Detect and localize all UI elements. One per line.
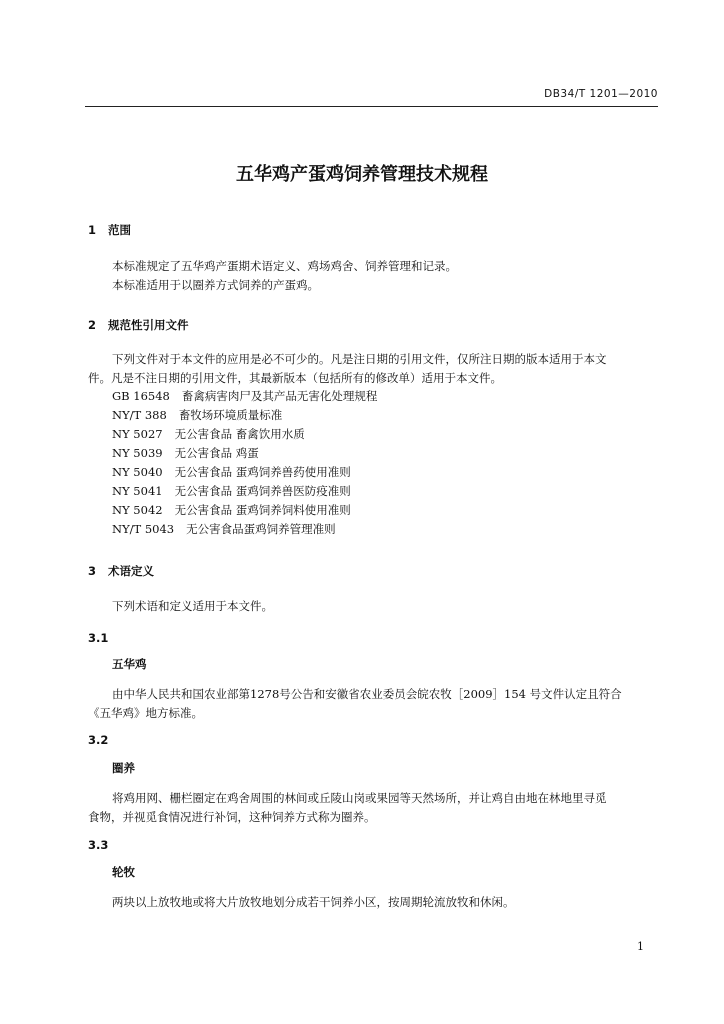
reference-code: GB 16548 — [112, 389, 170, 403]
section-2-heading — [88, 317, 189, 333]
reference-title: 无公害食品 蛋鸡饲养兽药使用准则 — [174, 465, 351, 479]
section-1-title: 范围 — [108, 223, 131, 237]
reference-title: 畜禽病害肉尸及其产品无害化处理规程 — [181, 389, 378, 403]
term-3-1-definition-line-1: 由中华人民共和国农业部第1278号公告和安徽省农业委员会皖农牧［2009］154 号文件认定且符合 — [112, 687, 622, 701]
term-3-1-number: 3.1 — [88, 631, 109, 645]
reference-item — [112, 425, 377, 444]
term-3-1-definition-line-2: 《五华鸡》地方标准。 — [88, 706, 203, 720]
reference-code: NY 5041 — [112, 484, 163, 498]
document-title: 五华鸡产蛋鸡饲养管理技术规程 — [236, 164, 488, 185]
header-rule — [85, 106, 658, 107]
reference-title: 无公害食品蛋鸡饲养管理准则 — [186, 522, 336, 536]
term-3-2-definition-line-2: 食物，并视觅食情况进行补饲，这种饲养方式称为圈养。 — [88, 810, 376, 824]
reference-item — [112, 482, 377, 501]
reference-code: NY 5039 — [112, 446, 163, 460]
section-2-intro-line-2: 件。凡是不注日期的引用文件，其最新版本（包括所有的修改单）适用于本文件。 — [88, 371, 502, 385]
term-3-2-number: 3.2 — [88, 733, 109, 747]
reference-code: NY 5042 — [112, 503, 163, 517]
section-1-heading — [88, 222, 131, 238]
reference-title: 无公害食品 鸡蛋 — [174, 446, 259, 460]
reference-code: NY 5040 — [112, 465, 163, 479]
section-1-paragraph-2: 本标准适用于以圈养方式饲养的产蛋鸡。 — [112, 278, 319, 292]
reference-item — [112, 444, 377, 463]
reference-title: 无公害食品 蛋鸡饲养饲料使用准则 — [174, 503, 351, 517]
term-3-3-title: 轮牧 — [112, 865, 135, 879]
term-3-2-definition-line-1: 将鸡用网、栅栏圈定在鸡舍周围的林间或丘陵山岗或果园等天然场所，并让鸡自由地在林地里寻觅 — [112, 791, 607, 805]
section-3-title: 术语定义 — [108, 564, 154, 578]
term-3-3-definition-line-1: 两块以上放牧地或将大片放牧地划分成若干饲养小区，按周期轮流放牧和休闲。 — [112, 895, 515, 909]
reference-item — [112, 501, 377, 520]
reference-code: NY 5027 — [112, 427, 163, 441]
term-3-2-title: 圈养 — [112, 761, 135, 775]
reference-item — [112, 406, 377, 425]
section-1-number: 1 — [88, 223, 97, 237]
reference-item — [112, 520, 377, 539]
section-3-intro: 下列术语和定义适用于本文件。 — [112, 599, 273, 613]
reference-title: 无公害食品 蛋鸡饲养兽医防疫准则 — [174, 484, 351, 498]
reference-title: 无公害食品 畜禽饮用水质 — [174, 427, 305, 441]
standard-code: DB34/T 1201—2010 — [544, 88, 658, 100]
term-3-3-number: 3.3 — [88, 838, 109, 852]
reference-code: NY/T 5043 — [112, 522, 175, 536]
section-3-heading — [88, 563, 154, 579]
reference-item — [112, 463, 377, 482]
reference-title: 畜牧场环境质量标准 — [178, 408, 283, 422]
normative-references-list — [112, 387, 377, 539]
page-number: 1 — [637, 940, 644, 953]
reference-item — [112, 387, 377, 406]
section-2-intro-line-1: 下列文件对于本文件的应用是必不可少的。凡是注日期的引用文件，仅所注日期的版本适用于本文 — [112, 352, 607, 366]
section-2-title: 规范性引用文件 — [108, 318, 189, 332]
section-2-number: 2 — [88, 318, 97, 332]
section-3-number: 3 — [88, 564, 97, 578]
reference-code: NY/T 388 — [112, 408, 167, 422]
term-3-1-title: 五华鸡 — [112, 657, 147, 671]
section-1-paragraph-1: 本标准规定了五华鸡产蛋期术语定义、鸡场鸡舍、饲养管理和记录。 — [112, 259, 457, 273]
